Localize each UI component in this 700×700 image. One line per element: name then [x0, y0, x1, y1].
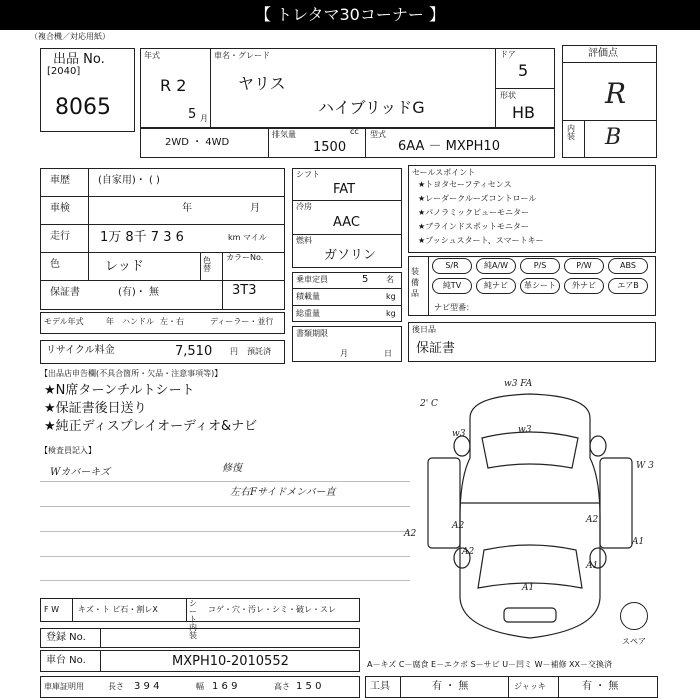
diag-a2c: A2 [586, 515, 599, 525]
color-label: 色 [50, 259, 60, 270]
diag-a2a: A2 [404, 529, 417, 539]
diag-w3fa: w3 FA [504, 379, 533, 389]
score-value: R [605, 77, 627, 110]
warranty-value: (有)・ 無 [118, 287, 159, 298]
inspector-note-2: 修復 [222, 463, 242, 474]
lot-label: 出品 No. [53, 52, 105, 67]
diag-a2d: A2 [462, 547, 475, 557]
equipment-option: P/W [564, 258, 604, 274]
lot-code: [2040] [47, 66, 81, 77]
diag-w3a: w3 [518, 425, 532, 435]
fuel-value: ガソリン [324, 248, 377, 263]
seller-note-item: ★N席ターンチルトシート [44, 383, 195, 398]
diag-w3b: w3 [452, 429, 466, 439]
car-grade: ハイブリッドG [318, 98, 425, 117]
diag-a1b: A1 [522, 583, 535, 593]
title-banner: 【 トレタマ30コーナー 】 [0, 0, 700, 30]
diag-a1a: A1 [632, 537, 645, 547]
reg-row [40, 628, 360, 648]
equipment-option: ABS [608, 258, 648, 274]
interior-value: B [605, 125, 622, 150]
displacement: 1500 [313, 140, 347, 155]
drive-options: 2WD ・ 4WD [165, 137, 230, 148]
equipment-option: 純A/W [476, 258, 516, 274]
doors-label: ドア [500, 50, 516, 59]
color-value: レッド [105, 259, 144, 274]
sales-point-item: ★レーダークルーズコントロール [418, 194, 537, 203]
equipment-option: S/R [432, 258, 472, 274]
shaken-label: 車検 [50, 203, 70, 214]
inspector-note-1: Wカバーキズ [50, 467, 111, 478]
lot-box [40, 48, 135, 132]
color-code: 3T3 [232, 283, 257, 298]
mileage-label: 走行 [50, 231, 70, 242]
car-damage-diagram [400, 368, 660, 656]
recycle-value: 7,510 [175, 344, 213, 359]
interior-label: 内装 [567, 124, 575, 141]
diag-note2c: 2' C [420, 399, 438, 409]
history-value: (自家用)・ ( ) [98, 175, 160, 186]
shape-value: HB [512, 103, 536, 122]
car-label: 車名・グレード [214, 51, 270, 60]
equipment-option: P/S [520, 258, 560, 274]
year-label: 年式 [144, 51, 160, 60]
diag-w3r: W 3 [636, 461, 654, 471]
inspector-note-3: 左右Fサイドメンバー直 [230, 487, 336, 498]
equipment-option: 純TV [432, 278, 472, 294]
top-note: （複合機／対応用紙） [30, 32, 110, 41]
warranty-label: 保証書 [50, 287, 80, 298]
sales-point-item: ★ブラインドスポットモニター [418, 222, 529, 231]
seller-note-item: ★純正ディスプレイオーディオ&ナビ [44, 419, 258, 434]
ac-value: AAC [333, 215, 360, 230]
mileage-value: 1万 8千 7 3 6 [100, 230, 184, 245]
shift-value: FAT [333, 182, 356, 197]
year-era: R 2 [160, 76, 187, 95]
score-label: 評価点 [588, 48, 618, 59]
doors-value: 5 [518, 61, 529, 80]
car-name: ヤリス [238, 74, 286, 93]
equipment-option: 純ナビ [476, 278, 516, 294]
sales-point-item: ★プッシュスタート、スマートキー [418, 236, 544, 245]
shape-label: 形状 [500, 91, 516, 100]
equipment-option: 外ナビ [564, 278, 604, 294]
model-type: 6AA － MXPH10 [398, 139, 500, 154]
equipment-option: エアB [608, 278, 648, 294]
seller-note-item: ★保証書後日送り [44, 401, 147, 416]
damage-legend: A－キズ C－腐食 E－エクボ S－サビ U－凹ミ W－補修 XX－交換済 [367, 660, 613, 669]
sales-point-item: ★パノラミックビューモニター [418, 208, 530, 217]
diag-a1c: A1 [586, 561, 599, 571]
history-label: 車歴 [50, 175, 70, 186]
after-value: 保証書 [416, 341, 456, 356]
sales-point-item: ★トヨタセーフティセンス [418, 180, 512, 189]
diag-a2b: A2 [452, 521, 465, 531]
year-month: 5 [188, 107, 197, 122]
chassis-value: MXPH10-2010552 [172, 654, 289, 669]
equipment-option: 革シート [520, 278, 560, 294]
lot-number: 8065 [55, 95, 111, 120]
